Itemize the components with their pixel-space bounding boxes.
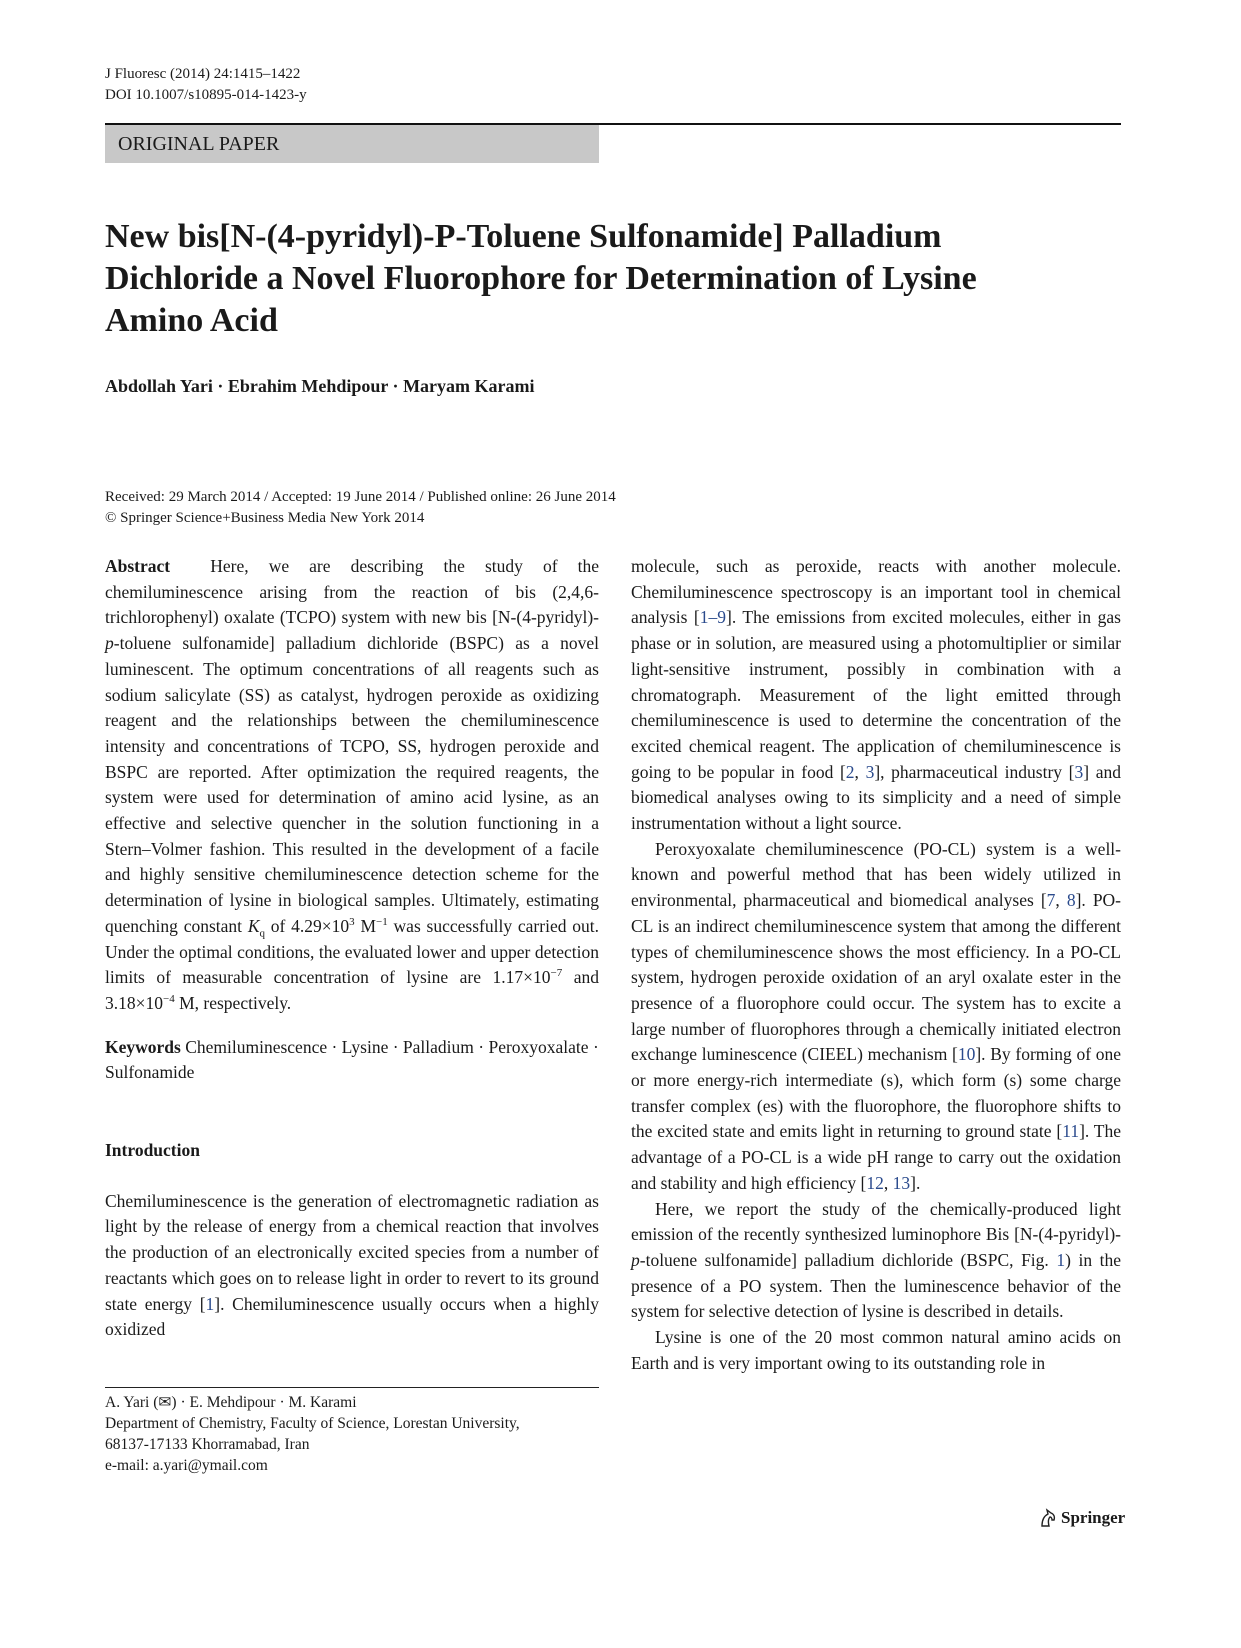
citation-link[interactable]: 13: [892, 1172, 911, 1193]
paper-title: New bis[N-(4-pyridyl)-P-Toluene Sulfonamide] Palladium Dichloride a Novel Fluorophore for Determination of Lysine Amino Acid: [105, 218, 977, 339]
footnote-rule: [105, 1387, 599, 1388]
abstract-label: Abstract: [105, 556, 171, 576]
date-line: Received: 29 March 2014 / Accepted: 19 June 2014 / Published online: 26 June 2014: [105, 489, 616, 505]
citation-link[interactable]: 3: [1074, 761, 1084, 782]
copyright-line: © Springer Science+Business Media New York 2014: [105, 510, 425, 526]
doi: DOI 10.1007/s10895-014-1423-y: [105, 87, 307, 103]
intro-paragraph-3: Peroxyoxalate chemiluminescence (PO-CL) system is a well-known and powerful method that has been widely utilized in environmental, pharmaceutical and biomedical analyses [7, 8]. PO-CL is an indirect chemiluminescence system that among the different types of chemiluminescence shows the most efficiency. In a PO-CL system, hydrogen peroxide oxidation of an aryl oxalate ester in the presence of a fluorophore could occur. The system has to excite a large number of fluorophores through a chemically initiated electron exchange luminescence (CIEEL) mechanism [10]. By forming of one or more energy-rich intermediate (s), which form (s) some charge transfer complex (es) with the fluorophore, the fluorophore shifts to the excited state and emits light in returning to ground state [11]. The advantage of a PO-CL is a wide pH range to carry out the oxidation and stability and high efficiency [12, 13].: [631, 838, 1122, 1193]
publication-dates: [105, 487, 616, 529]
citation-link[interactable]: 8: [1066, 890, 1076, 911]
section-label: ORIGINAL PAPER: [105, 125, 599, 163]
intro-paragraph-5: Lysine is one of the 20 most common natural amino acids on Earth and is very important owing to its outstanding role in: [631, 1327, 1121, 1373]
author-list: Abdollah Yari · Ebrahim Mehdipour · Maryam Karami: [105, 376, 535, 396]
keywords-label: Keywords: [105, 1036, 181, 1057]
intro-paragraph-4: Here, we report the study of the chemically-produced light emission of the recently synthesized luminophore Bis [N-(4-pyridyl)-p-toluene sulfonamide] palladium dichloride (BSPC, Fig. 1) in the presence of a PO system. Then the luminescence behavior of the system for selective detection of lysine is described in details.: [631, 1198, 1121, 1322]
publisher-name: Springer: [1061, 1508, 1126, 1527]
citation-link[interactable]: 11: [1062, 1121, 1080, 1142]
department: Department of Chemistry, Faculty of Science, Lorestan University,: [105, 1415, 520, 1432]
journal-header: [105, 64, 307, 106]
citation-link[interactable]: 10: [957, 1044, 976, 1065]
envelope-icon: ✉: [158, 1394, 172, 1411]
figure-link[interactable]: 1: [1056, 1249, 1066, 1270]
author-affiliation: A. Yari (✉) · E. Mehdipour · M. Karami Department of Chemistry, Faculty of Science, Lorestan University, 68137-17133 Khorramabad, Iran e-mail: a.yari@ymail.com: [105, 1392, 599, 1476]
abstract: Abstract Here, we are describing the study of the chemiluminescence arising from the reaction of bis (2,4,6-trichlorophenyl) oxalate (TCPO) system with new bis [N-(4-pyridyl)-p-toluene sulfonamide] palladium dichloride (BSPC) as a novel luminescent. The optimum concentrations of all reagents such as sodium salicylate (SS) as catalyst, hydrogen peroxide as oxidizing reagent and the relationships between the chemiluminescence intensity and concentrations of TCPO, SS, hydrogen peroxide and BSPC are reported. After optimization the required reagents, the system were used for determination of amino acid lysine, as an effective and selective quencher in the solution functioning in a Stern–Volmer fashion. This resulted in the development of a facile and highly sensitive chemiluminescence detection scheme for the determination of lysine in biological samples. Ultimately, estimating quenching constant $K_q$ of $4.29\times 10^3$ $M^{-1}$ was successfully carried out. Under the optimal conditions, the evaluated lower and upper detection limits of measurable concentration of lysine are $1.17\times 10^{-7}$ and $3.18\times 10^{-4}$ M, respectively.: [105, 556, 599, 1013]
right-column: [631, 554, 1121, 1377]
citation-link[interactable]: 7: [1046, 890, 1056, 911]
citation-link[interactable]: 3: [865, 761, 875, 782]
citation-link[interactable]: 2: [845, 761, 855, 782]
springer-horse-icon: [1039, 1508, 1057, 1528]
intro-paragraph-2: molecule, such as peroxide, reacts with another molecule. Chemiluminescence spectroscopy is an important tool in chemical analysis [1–9]. The emissions from excited molecules, either in gas phase or in solution, are measured using a photomultiplier or similar light-sensitive instrument, possibly in combination with a chromatograph. Measurement of the light emitted through chemiluminescence is used to determine the concentration of the excited chemical reagent. The application of chemiluminescence is going to be popular in food [2, 3], pharmaceutical industry [3] and biomedical analyses owing to its simplicity and a need of simple instrumentation without a light source.: [631, 556, 1121, 834]
keywords: Keywords Chemiluminescence · Lysine · Palladium · Peroxyoxalate · Sulfonamide: [105, 1036, 599, 1083]
publisher-logo: [1039, 1508, 1125, 1528]
citation-link[interactable]: 1: [205, 1293, 215, 1314]
citation-link[interactable]: 12: [866, 1172, 884, 1193]
journal-citation: J Fluoresc (2014) 24:1415–1422: [105, 66, 301, 82]
email: e-mail: a.yari@ymail.com: [105, 1457, 268, 1474]
introduction-heading: Introduction: [105, 1140, 200, 1161]
left-column: [105, 554, 599, 1343]
address: 68137-17133 Khorramabad, Iran: [105, 1436, 310, 1453]
intro-paragraph-1: Chemiluminescence is the generation of electromagnetic radiation as light by the release of energy from a chemical reaction that involves the production of an electronically excited species from a number of reactants which goes on to release light in order to revert to its ground state energy [1]. Chemiluminescence usually occurs when a highly oxidized: [105, 1190, 599, 1340]
citation-link[interactable]: 1–9: [699, 607, 726, 628]
